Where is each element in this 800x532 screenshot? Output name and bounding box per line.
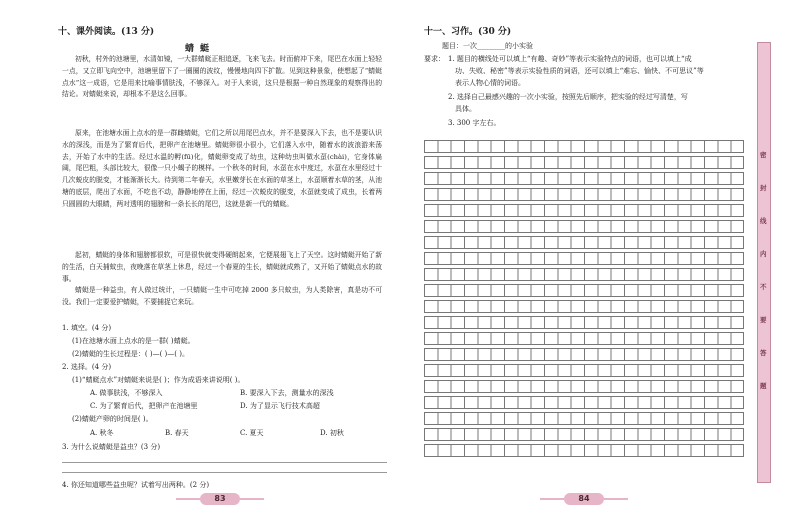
writing-grid-row[interactable] xyxy=(424,156,744,169)
answer-line[interactable] xyxy=(62,462,387,463)
page-number-decoration xyxy=(540,498,564,500)
writing-grid-row[interactable] xyxy=(424,380,744,393)
writing-grid-row[interactable] xyxy=(424,300,744,313)
writing-grid-row[interactable] xyxy=(424,348,744,361)
option-a: A. 秋冬 xyxy=(90,429,114,437)
seal-line-char: 不 xyxy=(760,283,767,291)
page-number-decoration xyxy=(604,498,628,500)
reading-section-title: 十、课外阅读。(13 分) xyxy=(58,27,155,37)
page-number-decoration xyxy=(176,498,200,500)
seal-line-char: 答 xyxy=(760,349,767,357)
option-d: D. 为了显示飞行技术高超 xyxy=(240,402,320,410)
writing-grid-row[interactable] xyxy=(424,236,744,249)
writing-grid-row[interactable] xyxy=(424,396,744,409)
question-1-title: 1. 填空。(4 分) xyxy=(62,324,112,332)
writing-grid-row[interactable] xyxy=(424,284,744,297)
seal-line-char: 题 xyxy=(760,382,767,390)
question-1-item-1: (1)在池塘水面上点水的是一群( )蜻蜓。 xyxy=(72,337,195,345)
option-a: A. 做事肤浅，不够深入 xyxy=(90,389,163,397)
question-2-title: 2. 选择。(4 分) xyxy=(62,363,112,371)
writing-section-title: 十一、习作。(30 分) xyxy=(424,27,512,37)
seal-line-char: 封 xyxy=(760,184,767,192)
story-paragraph-4: 蜻蜓是一种益虫，有人做过统计，一只蜻蜓一生中可吃掉 2000 多只蚊虫，为人类除害，真是功不可没。我们一定要爱护蜻蜓，不要捕捉它来玩。 xyxy=(62,286,382,306)
requirement-2-line-1: 2. 选择自己最感兴趣的一次小实验，按照先后顺序，把实验的经过写清楚，写 xyxy=(448,93,688,101)
writing-grid-row[interactable] xyxy=(424,316,744,329)
writing-grid-row[interactable] xyxy=(424,140,744,153)
question-4-title: 4. 你还知道哪些益虫呢？试着写出两种。(2 分) xyxy=(62,481,210,489)
writing-grid-row[interactable] xyxy=(424,252,744,265)
writing-grid-row[interactable] xyxy=(424,188,744,201)
option-c: C. 夏天 xyxy=(240,429,264,437)
story-title: 蜻蜓 xyxy=(184,44,215,54)
writing-grid-row[interactable] xyxy=(424,172,744,185)
writing-grid-row[interactable] xyxy=(424,268,744,281)
story-paragraph-3: 起初，蜻蜓的身体和翅膀都很软，可是很快就变得硬朗起来，它便展翅飞上了天空。这时蜻蜓开始了新的生活，白天捕蚊虫，夜晚落在草茎上休息，经过一个春夏的生长，蜻蜓就成熟了，又开始了蜻蜓点水的故事。 xyxy=(62,251,382,283)
question-2-item-1: (1)“蜻蜓点水”对蜻蜓来说是( )；作为成语来讲说明( )。 xyxy=(72,376,245,384)
writing-grid-row[interactable] xyxy=(424,332,744,345)
writing-grid-row[interactable] xyxy=(424,444,744,457)
page-number: 83 xyxy=(200,493,240,505)
writing-grid-row[interactable] xyxy=(424,428,744,441)
requirement-3: 3. 300 字左右。 xyxy=(448,119,501,127)
question-3-title: 3. 为什么说蜻蜓是益虫？(3 分) xyxy=(62,443,161,451)
option-b: B. 要深入下去，测量水的深浅 xyxy=(240,389,334,397)
story-paragraph-2: 原来，在池塘水面上点水的是一群雌蜻蜓，它们之所以用尾巴点水，并不是要深入下去，也不是要认识水的深浅，而是为了繁育后代，把卵产在池塘里。蜻蜓卵很小很小，它们落入水中，随着水的波浪游来荡去，开始了水中的生活。经过水温的孵(fū)化，蜻蜓卵变成了幼虫，这种幼虫叫做水虿(chài)，它身体扁阔，尾巴粗，头部比较大，很像一只小蝎子的模样。一个秋冬的时间，水虿在水中度过，水虿在水里经过十几次蜕皮的脱变，才能渐渐长大。待到第二年春天，水里嫩芽长在水面的草茎上，水虿顺着水草的茎，从池塘的底层，爬出了水面，不吃也不动，静静地停在上面，经过一次蜕皮的脱变，水虿就变成了成虫，长着两只圆圆的大眼睛，两对透明的翅膀和一条长长的尾巴，这就是新一代的蜻蜓。 xyxy=(62,129,382,208)
requirements-label: 要求： xyxy=(424,55,445,63)
seal-line-char: 要 xyxy=(760,316,767,324)
requirement-1-line-1: 1. 题目的横线处可以填上“有趣、奇妙”等表示实验特点的词语，也可以填上“成 xyxy=(448,55,692,63)
option-b: B. 春天 xyxy=(165,429,189,437)
writing-grid-row[interactable] xyxy=(424,364,744,377)
writing-grid-row[interactable] xyxy=(424,204,744,217)
essay-prompt: 题目：一次________的小实验 xyxy=(442,42,533,50)
requirement-1-line-2: 功、失败、秘密”等表示实验性质的词语，还可以填上“难忘、愉快、不可思议”等 xyxy=(455,67,704,75)
writing-grid-row[interactable] xyxy=(424,220,744,233)
option-d: D. 初秋 xyxy=(320,429,344,437)
question-1-item-2: (2)蜻蜓的生长过程是：( )—( )—( )。 xyxy=(72,350,189,358)
seal-line-char: 密 xyxy=(760,151,767,159)
requirement-1-line-3: 表示人物心情的词语。 xyxy=(455,79,525,87)
seal-line-char: 内 xyxy=(760,250,767,258)
question-2-item-2: (2)蜻蜓产卵的时间是( )。 xyxy=(72,415,153,423)
requirement-2-line-2: 具体。 xyxy=(455,105,476,113)
writing-grid-row[interactable] xyxy=(424,412,744,425)
seal-line-strip xyxy=(757,42,771,483)
option-c: C. 为了繁育后代，把卵产在池塘里 xyxy=(90,402,198,410)
answer-line[interactable] xyxy=(62,472,387,473)
page-number: 84 xyxy=(564,493,604,505)
page-number-decoration xyxy=(240,498,264,500)
story-paragraph-1: 初秋，村外的池塘里，水清如镜，一大群蜻蜓正相追逐，飞来飞去。时而俯冲下来，尾巴在水面上轻轻一点，又立即飞向空中，池塘里留下了一圈圈的波纹，慢慢地向四下扩散。见到这种景象，使想起了“蜻蜓点水”这一成语，它是用来比喻事情肤浅，不够深入。对于人来说，这只是根据一种自然现象的观察得出的结论。对蜻蜓来说，却根本不是这么回事。 xyxy=(62,55,382,99)
seal-line-char: 线 xyxy=(760,217,767,225)
